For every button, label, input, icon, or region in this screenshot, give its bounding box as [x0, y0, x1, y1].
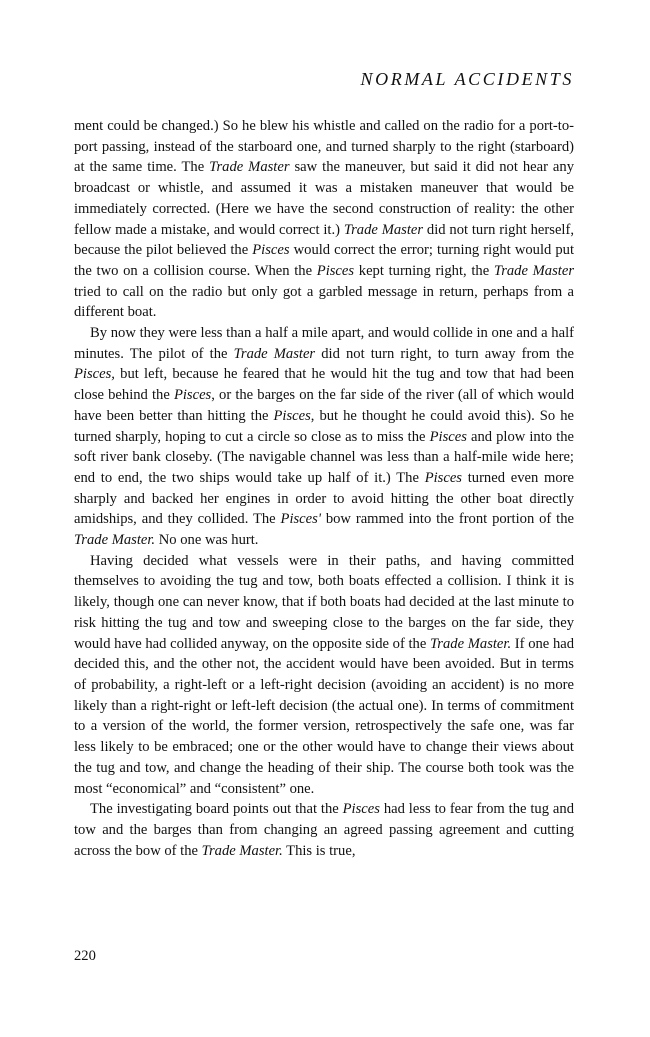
- vessel-name: Pisces: [273, 407, 311, 424]
- page-number: 220: [74, 948, 96, 964]
- vessel-name: Pisces: [173, 387, 212, 404]
- paragraph-2: By now they were less than a half a mile apart, and would collide in one and a half minutes. The pilot of the Trade Master did not turn right, to turn away from the Pisces, but left, because he feared that he would hit the tug and tow that had been close behind the Pisces, or the barges on the far side of the river (all of which would have been better than hitting the Pisces, but he thought he could avoid this). So he turned sharply, hoping to cut a circle so close as to miss the Pisces and plow into the soft river bank closeby. (The navigable channel was less than a half-mile wide here; end to end, the two ships would take up half of it.) The Pisces turned even more sharply and backed her engines in order to avoid hitting the other boat directly amidships, and they collided. The Pisces' bow rammed into the front portion of the Trade Master. No one was hurt.: [74, 325, 575, 549]
- vessel-name: Trade Master.: [201, 842, 283, 859]
- vessel-name: Pisces,: [74, 366, 115, 383]
- vessel-name: Trade Master.: [430, 635, 512, 652]
- vessel-name: Pisces: [252, 242, 290, 259]
- vessel-name: Pisces: [429, 428, 467, 445]
- vessel-name: Trade Master.: [74, 532, 156, 549]
- vessel-name: Pisces': [280, 511, 321, 528]
- vessel-name: Pisces: [316, 262, 355, 279]
- vessel-name: Trade Master: [209, 159, 290, 176]
- paragraph-3: Having decided what vessels were in their paths, and having committed themselves to avoiding the tug and tow, both boats effected a collision. I think it is likely, though one can never know, that if both boats had decided at the last minute to risk hitting the tug and tow and sweeping close to the barges on the far side, they would have had collided anyway, on the opposite side of the Trade Master. If one had decided this, and the other not, the accident would have been avoided. But in terms of probability, a right-left or a left-right decision (avoiding an accident) is no more likely than a right-right or left-left decision (the actual one). In terms of commitment to a version of the world, the former version, retrospectively the safe one, was far less likely to be embraced; one or the other would have to change their views about the tug and tow, and change the heading of their ship. The course both took was the most “economical” and “consistent” one.: [74, 552, 575, 797]
- body-text: [74, 116, 574, 861]
- vessel-name: Pisces: [342, 801, 380, 818]
- running-head: NORMAL ACCIDENTS: [360, 69, 574, 89]
- vessel-name: Pisces: [424, 469, 462, 486]
- vessel-name: Trade Master: [493, 262, 574, 279]
- paragraph-4: The investigating board points out that the Pisces had less to fear from the tug and tow and the barges than from changing an agreed passing agreement and cutting across the bow of the Trade Master. This is true,: [74, 801, 574, 859]
- vessel-name: Trade Master: [233, 345, 316, 362]
- vessel-name: Trade Master: [343, 221, 424, 238]
- paragraph-1: ment could be changed.) So he blew his whistle and called on the radio for a port-to-port passing, instead of the starboard one, and turned sharply to the right (starboard) at the same time. The Trade Master saw the maneuver, but said it did not hear any broadcast or whistle, and assumed it was a mistaken maneuver that would be immediately corrected. (Here we have the second construction of reality: the other fellow made a mistake, and would correct it.) Trade Master did not turn right herself, because the pilot believed the Pisces would correct the error; turning right would put the two on a collision course. When the Pisces kept turning right, the Trade Master tried to call on the radio but only got a garbled message in return, perhaps from a different boat.: [74, 118, 575, 321]
